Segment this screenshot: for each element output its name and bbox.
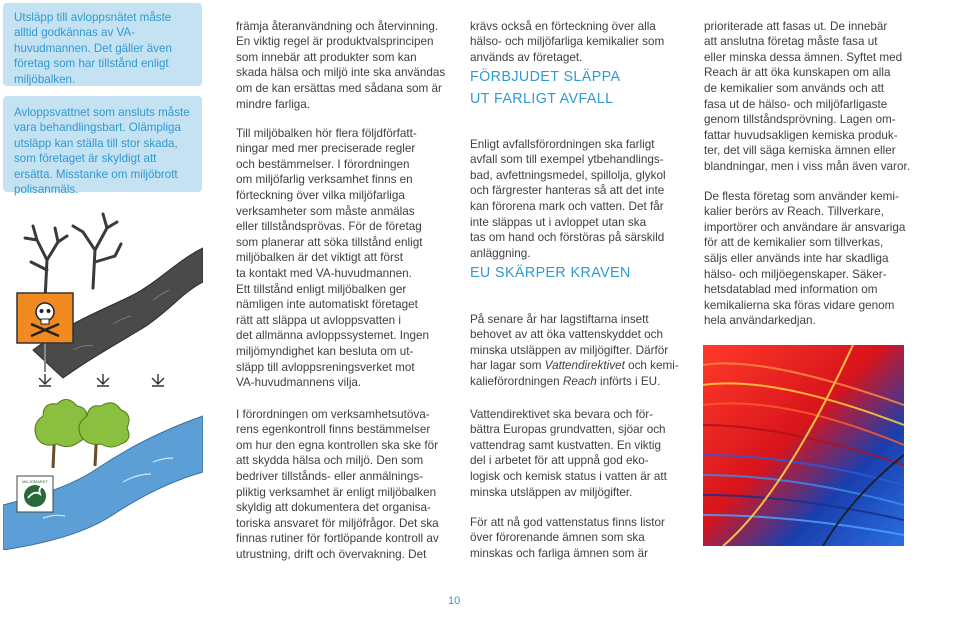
emphasis-vattendirektivet: Vattendirektivet (544, 359, 625, 373)
body-paragraph: I förordningen om verksamhetsutöva- rens egenkontroll finns bestämmelser om hur den egna kontrollen ska ske för att skydda hälsa och miljö. Den som bedriver tillstånds- eller anmälnings- pliktig verksamhet är enligt miljöbalken skyldig att dokumentera det organisa- toriska ansvaret för miljöfrågor. Det ska finnas rutiner för fortlöpande kontroll av utrustning, drift och övervakning. Det (236, 407, 439, 561)
body-paragraph: De flesta företag som använder kemi- kalier berörs av Reach. Tillverkare, importörer och användare är ansvariga för att de kemikalier som tillverkas, säljs eller används inte har skadliga hälso- och miljöegenskaper. Säker- hetsdatablad med information om kemikalierna ska föras vidare genom hela användarkedjan. (704, 189, 906, 328)
down-arrow-icon (97, 374, 109, 386)
dead-tree-icon (73, 214, 121, 288)
section-heading-hazardous-waste: FÖRBJUDET SLÄPPA UT FARLIGT AVFALL (470, 69, 621, 107)
nordic-swan-ecolabel-icon (17, 476, 53, 512)
column-4-para2 (704, 173, 929, 345)
column-3-para2 (470, 296, 695, 405)
column-3-para1 (470, 121, 695, 277)
body-paragraph: prioriterade att fasas ut. De innebär att anslutna företag måste fasa ut eller minska dessa ämnen. Syftet med Reach är att öka kunskapen om alla de kemikalier som används och att fasa ut de hälso- och miljöfarligaste genom tillståndsprövning. Lagen om- fattar huvudsakligen kemiska produk- ter, det vill säga kemiska ämnen eller blandningar, men i viss mån även varor. (704, 19, 910, 173)
column-4-para1 (704, 3, 929, 190)
down-arrow-icon (152, 374, 164, 386)
down-arrow-icon (39, 374, 51, 386)
column-3-para4 (470, 499, 695, 577)
body-paragraph: främja återanvändning och återvinning. En viktig regel är produktvalsprincipen som innebär att produkter som kan skada hälsa och miljö inte ska användas om de kan ersättas med sådana som är mindre farliga. (236, 19, 446, 111)
pollution-illustration (3, 200, 203, 550)
column-3-para3 (470, 391, 695, 516)
page-number: 10 (448, 595, 461, 607)
body-paragraph: Vattendirektivet ska bevara och för- bättra Europas grundvatten, sjöar och vattendrag samt kustvatten. En viktig del i arbetet för att uppnå god eko- logisk och kemisk status i vatten är att minska utsläppen av miljögifter. (470, 407, 667, 499)
column-2-bottom (236, 391, 461, 578)
body-paragraph: På senare år har lagstiftarna insett behovet av att öka vattenskyddet och minska utsläppen av miljögifter. Därför har lagar som Vattendirektivet och kemi- kalieförordningen Reach införts i EU. (470, 312, 679, 388)
body-paragraph: Till miljöbalken hör flera följdförfatt- ningar med mer preciserade regler och bestämmelser. I förordningen om miljöfarlig verksamhet finns en förteckning över vilka miljöfarliga verksamheter som måste anmälas eller tillståndsprövas. För de företag som planerar att söka tillstånd enligt miljöbalken är det viktigt att först ta kontakt med VA-huvudmannen. Ett tillstånd enligt miljöbalken ger nämligen inte automatiskt företaget rätt att släppa ut avloppsvatten i det allmänna avloppssystemet. Ingen miljömyndighet kan besluta om ut- släpp till avloppsreningsverket mot VA-huvudmannens vilja. (236, 126, 429, 390)
dead-tree-icon (25, 226, 67, 300)
info-box-connection (3, 3, 202, 86)
body-paragraph: Enligt avfallsförordningen ska farligt avfall som till exempel ytbehandlings- bad, avfettningsmedel, spillolja, glykol och färgrester hanteras så att det inte kan förorena mark och vatten. Det får inte släppas ut i avloppet utan ska tas om hand och förstöras på särskild anläggning. (470, 137, 666, 260)
body-paragraph: För att nå god vattenstatus finns listor över förorenande ämnen som ska minskas och farliga ämnen som är (470, 515, 665, 560)
info-box-treatable (3, 96, 202, 197)
colorful-brush-bristles-photo (703, 345, 904, 546)
info-box-text: Utsläpp till avloppsnätet måste alltid godkännas av VA-huvudmannen. Det gäller även företag som har tillstånd enligt miljöbalken. (14, 11, 172, 86)
skull-crossbones-warning-sign-icon (17, 293, 73, 343)
ecolabel-text: MILJÖMÄRKT (22, 479, 48, 484)
body-paragraph: krävs också en förteckning över alla hälso- och miljöfarliga kemikalier som används av företaget. (470, 19, 665, 64)
info-box-text: Avloppsvattnet som ansluts måste vara behandlingsbart. Olämpliga utsläpp kan ställa till stor skada, som företaget är skyldigt att ersätta. Misstanke om miljöbrott polisanmäls. (14, 106, 190, 197)
column-2-mid (236, 110, 461, 406)
emphasis-reach: Reach (562, 374, 597, 388)
section-heading-eu: EU SKÄRPER KRAVEN (470, 265, 631, 281)
green-tree-icon (35, 399, 87, 468)
